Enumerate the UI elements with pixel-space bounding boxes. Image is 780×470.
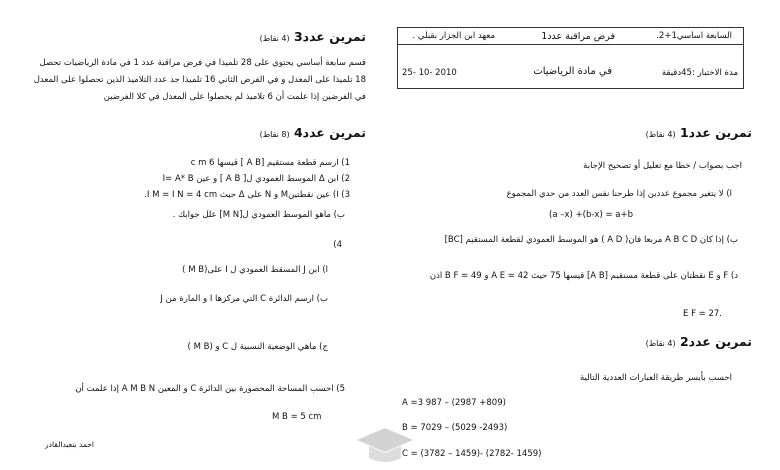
header-class: السابعة اساسي1+2. xyxy=(656,31,732,41)
ex2-item-b: B = 7029 – (5029 -2493) xyxy=(402,423,508,433)
ex1-heading xyxy=(646,125,752,140)
ex4-q2: 2) ابن Δ الموسط العمودي ل[ A B ] و عين I= A* B xyxy=(162,174,350,184)
ex2-title: تمرين عدد2 xyxy=(679,334,752,349)
header-subject: في مادة الرياضيات xyxy=(533,66,612,77)
header-divider xyxy=(398,44,743,45)
author-name: احمد بنعبدالقادر xyxy=(45,440,94,449)
ex4-q4b: ب) ارسم الدائرة C التي مركزها I و المارة من J xyxy=(160,294,328,304)
ex4-heading xyxy=(260,125,366,140)
ex4-points: (8 نقاط) xyxy=(259,130,290,139)
header-title: فرض مراقبة عدد1 xyxy=(541,31,615,42)
ex4-q3: 3) ا) عين نقطتينM و N على Δ حيث I M = I N = 4 cm. xyxy=(144,190,350,200)
ex4-q1: 1) ارسم قطعة مستقيم [A B ] قيسها 6 c m xyxy=(190,158,350,168)
ex2-heading xyxy=(646,334,752,349)
ex1-a-formula: (a –x) +(b-x) = a+b xyxy=(549,210,634,220)
ex1-b: ب) إذا كان A B C D مربعا فان( A D ) هو الموسط العمودي لقطعة المستقيم [BC] xyxy=(444,235,738,245)
ex3-line-2: 18 تلميذا على المعدل و في الفرض الثاني 16 تلميذا جد عدد التلاميذ الذين تحصلوا على المعدل xyxy=(33,75,366,85)
graduation-cap-watermark-icon xyxy=(355,420,415,470)
ex1-title: تمرين عدد1 xyxy=(679,125,752,140)
ex1-c-result: E F = 27. xyxy=(683,309,723,319)
ex1-a: ا) لا يتغير مجموع عددين إذا طرحنا نفس العدد من حدي المجموع xyxy=(506,189,732,199)
ex3-title: تمرين عدد3 xyxy=(293,29,366,44)
ex1-c: د) F و E نقطتان على قطعة مستقيم [A B] قيسها 75 حيث A E = 42 و B F = 49 اذن xyxy=(429,271,738,281)
ex1-points: (4 نقاط) xyxy=(645,130,676,139)
ex4-title: تمرين عدد4 xyxy=(293,125,366,140)
header-date: 25- 10- 2010 xyxy=(402,68,457,78)
ex3-line-1: قسم سابعة أساسي يحتوي على 28 تلميذا في فرض مراقبة عدد 1 في مادة الرياضيات تحصل xyxy=(39,58,366,68)
ex4-q5-mb: M B = 5 cm xyxy=(272,412,322,422)
ex2-instruction: احسب بأيسر طريقة العبارات العددية التالية xyxy=(579,373,732,383)
ex3-line-3: في الفرضين إذا علمت أن 6 تلاميذ لم يحصلوا على المعدل في كلا الفرضين xyxy=(103,92,366,102)
header-duration: مدة الاختبار :45دقيقة xyxy=(661,68,738,78)
ex2-item-a: A =3 987 – (2987 +809) xyxy=(402,398,506,408)
ex1-instruction: اجب بصواب / خطا مع تعليل أو تصحيح الإجابة xyxy=(583,161,742,171)
ex4-q4a: ا) ابن J المسقط العمودي ل I على(M B ) xyxy=(182,265,328,275)
ex4-q3b: ب) ماهو الموسط العمودي ل[M N] علل جوابك . xyxy=(172,210,345,220)
ex3-heading xyxy=(260,29,366,44)
ex4-q4: 4) xyxy=(333,240,342,250)
ex4-q5: 5) احسب المساحة المحصورة بين الدائرة C و المعين A M B N إذا علمت أن xyxy=(75,384,345,394)
ex3-points: (4 نقاط) xyxy=(259,34,290,43)
ex2-points: (4 نقاط) xyxy=(645,339,676,348)
ex4-q4c: ج) ماهي الوضعية النسبية ل C و (M B ) xyxy=(187,342,328,352)
ex2-item-c: C = (3782 – 1459)- (2782- 1459) xyxy=(402,449,542,459)
header-school: معهد ابن الجزار بقبلي . xyxy=(412,31,495,41)
